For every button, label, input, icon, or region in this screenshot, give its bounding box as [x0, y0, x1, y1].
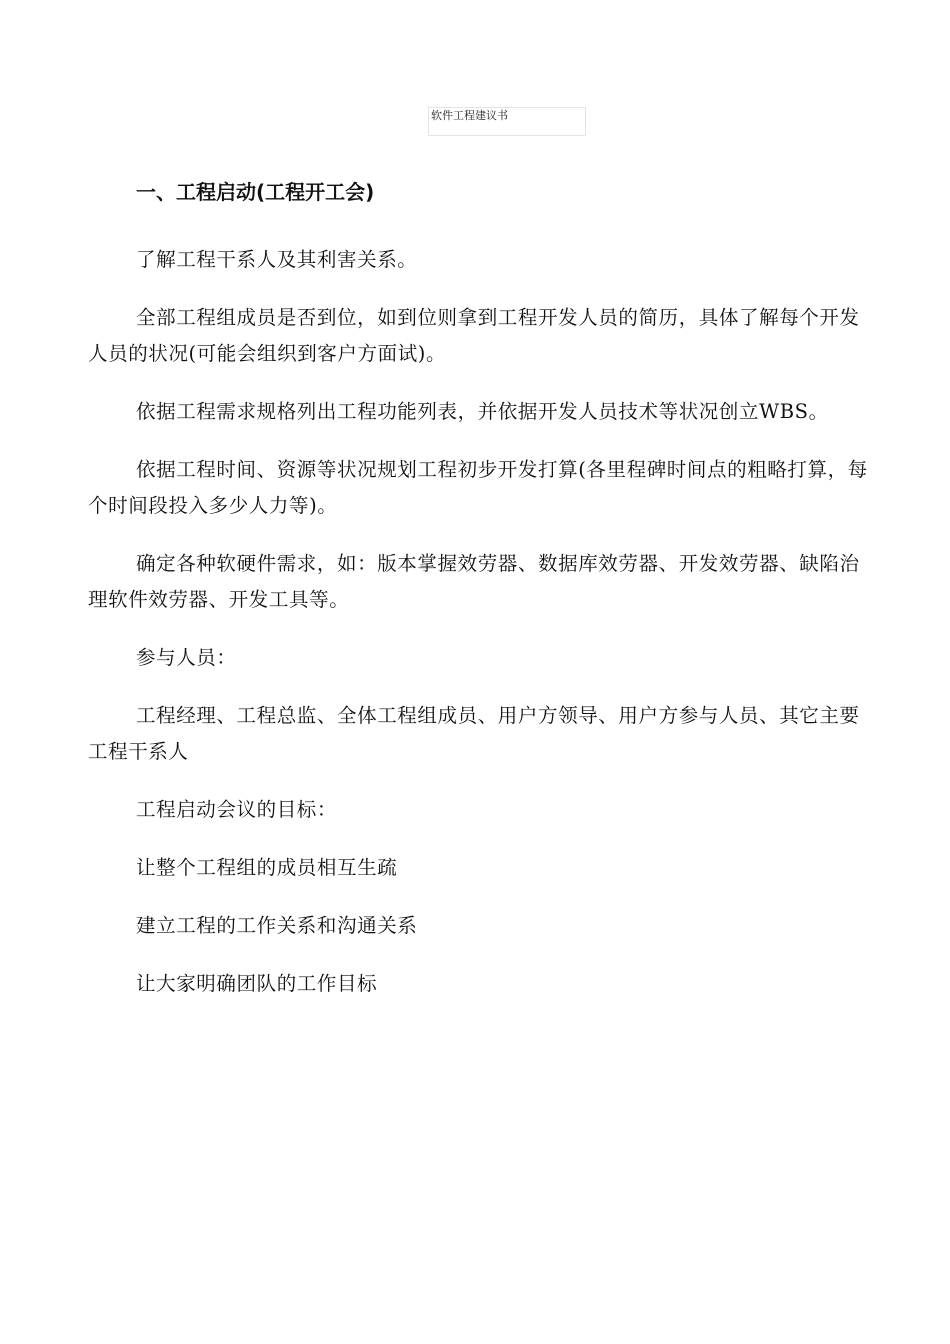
paragraph: 依据工程需求规格列出工程功能列表，并依据开发人员技术等状况创立WBS。 [136, 400, 829, 423]
document-title: 软件工程建议书 [431, 109, 508, 122]
paragraph: 确定各种软硬件需求，如：版本掌握效劳器、数据库效劳器、开发效劳器、缺陷治理软件效劳器、开发工具等。 [88, 552, 860, 611]
paragraph: 全部工程组成员是否到位，如到位则拿到工程开发人员的简历，具体了解每个开发人员的状况(可能会组织到客户方面试)。 [88, 306, 860, 365]
page-header [428, 107, 586, 136]
document-body [88, 178, 878, 1024]
paragraph: 工程经理、工程总监、全体工程组成员、用户方领导、用户方参与人员、其它主要工程干系人 [88, 704, 860, 763]
paragraph: 了解工程干系人及其利害关系。 [136, 248, 418, 271]
section-heading: 一、工程启动(工程开工会) [136, 180, 375, 204]
paragraph: 工程启动会议的目标： [136, 798, 338, 821]
paragraph: 让大家明确团队的工作目标 [136, 972, 378, 995]
paragraph: 建立工程的工作关系和沟通关系 [136, 914, 418, 937]
paragraph: 依据工程时间、资源等状况规划工程初步开发打算(各里程碑时间点的粗略打算，每个时间段投入多少人力等)。 [88, 458, 868, 517]
paragraph: 让整个工程组的成员相互生疏 [136, 856, 398, 879]
paragraph: 参与人员： [136, 646, 237, 669]
